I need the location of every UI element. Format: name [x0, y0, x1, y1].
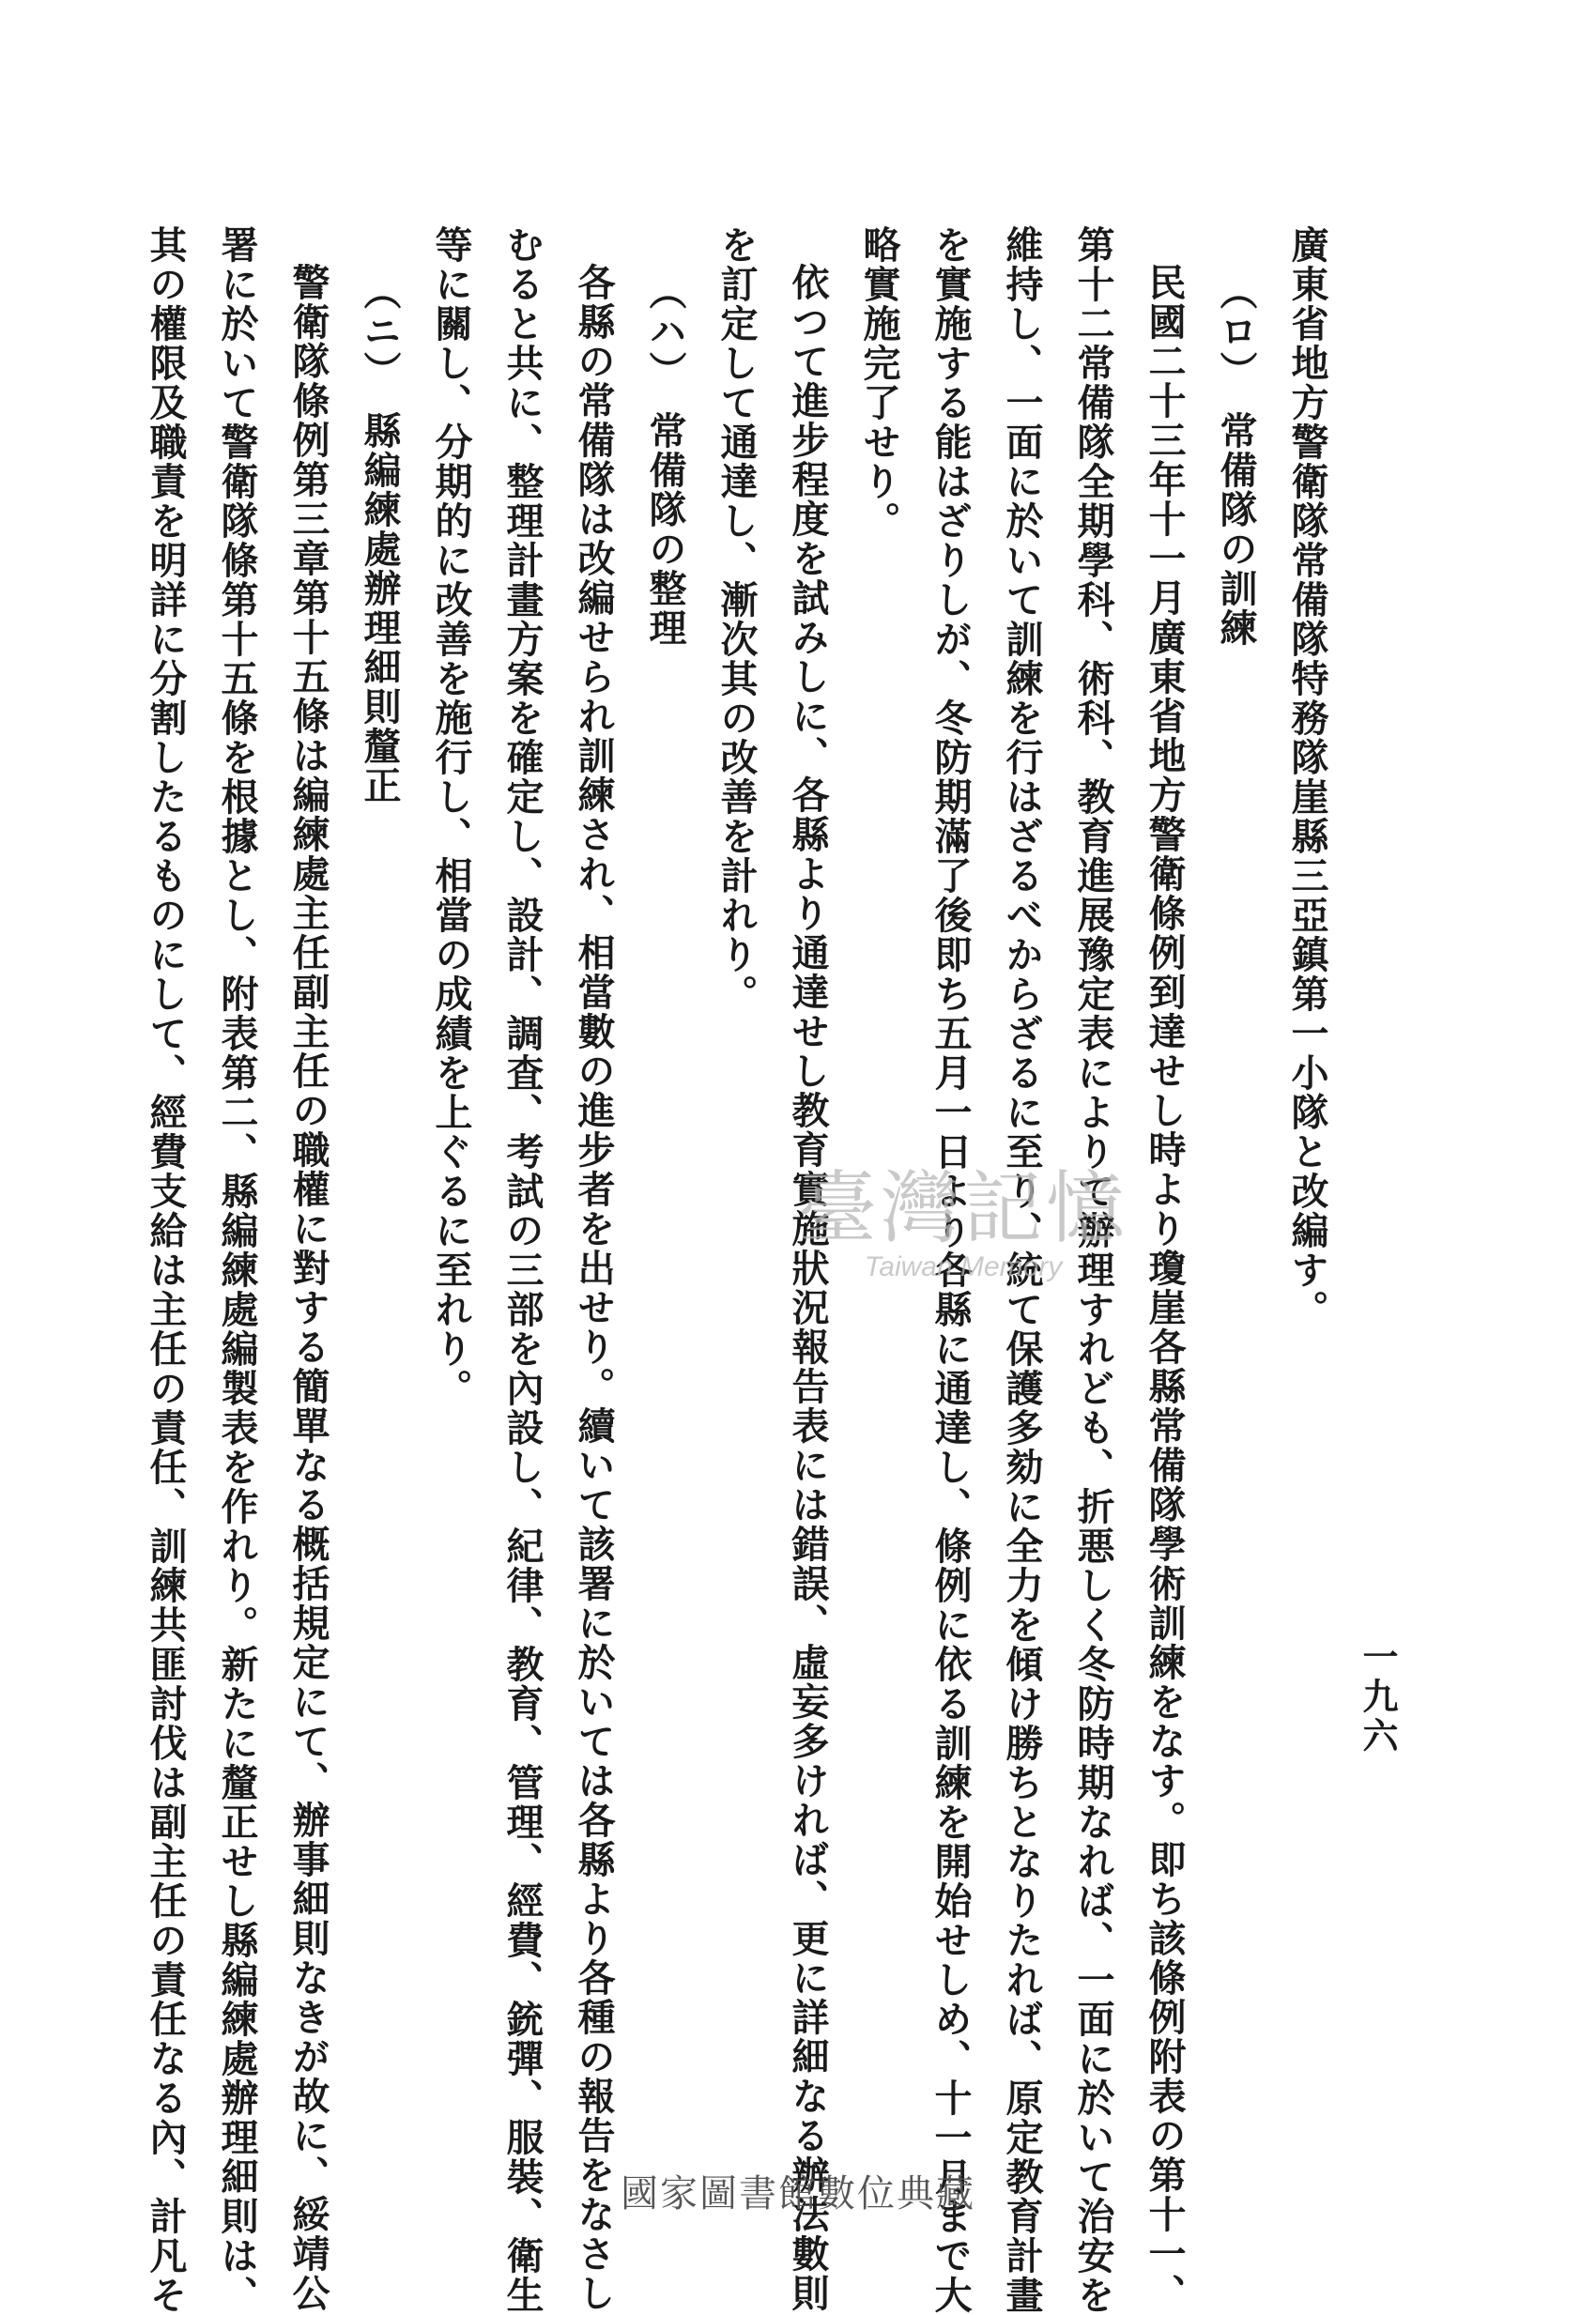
- text-column: 略實施完了せり。: [857, 225, 901, 541]
- text-column: 警衛隊條例第三章第十五條は編練處主任副主任の職權に對する簡單なる概括規定にて、辦事細則なきが故に、綏靖公: [286, 263, 330, 2313]
- watermark-sub-text: Taiwan Memory: [864, 1251, 1063, 1282]
- text-column: 民國二十三年十一月廣東省地方警衛條例到達せし時より瓊崖各縣常備隊學術訓練をなす。即ち該條例附表の第十一、: [1143, 263, 1187, 2313]
- section-heading-ha: （ハ） 常備隊の整理: [643, 272, 687, 648]
- text-column: 依つて進步程度を試みしに、各縣より通達せし教育實施狀況報告表には錯誤、虛妄多ければ、更に詳細なる辦法數則: [786, 263, 830, 2313]
- text-column: 第十二常備隊全期學科、術科、教育進展豫定表によりて辦理すれども、折悪しく冬防時期なれば、一面に於いて治安を: [1071, 225, 1115, 2315]
- section-heading-ro: （ロ） 常備隊の訓練: [1214, 272, 1258, 648]
- text-column: を實施する能はざりしが、冬防期滿了後即ち五月一日より各縣に通達し、條例に依る訓練を開始せしめ、十一月まで大: [928, 225, 973, 2315]
- text-column: を訂定して通達し、漸次其の改善を計れり。: [714, 225, 759, 1014]
- text-column: 維持し、一面に於いて訓練を行はざるべからざるに至り、統て保護多劾に全力を傾け勝ちとなりたれば、原定教育計畫: [1000, 225, 1044, 2315]
- text-column: 署に於いて警衛隊條第十五條を根據とし、附表第二、縣編練處編製表を作れり。新たに釐正せし縣編練處辦理細則は、: [215, 225, 259, 2315]
- text-column: 廣東省地方警衛隊常備隊特務隊崖縣三亞鎮第一小隊と改編す。: [1285, 225, 1329, 1329]
- watermark-main-text: 臺灣記憶: [798, 1162, 1129, 1254]
- footer-credit: 國家圖書館數位典藏: [621, 2172, 975, 2215]
- section-heading-ni: （ニ） 縣編練處辦理細則釐正: [358, 272, 402, 805]
- text-column: 等に關し、分期的に改善を施行し、相當の成績を上ぐるに至れり。: [429, 225, 473, 1408]
- page-number: 一九六: [1357, 1638, 1399, 1756]
- text-column: 各縣の常備隊は改編せられ訓練され、相當數の進步者を出せり。續いて該署に於いては各縣より各種の報告をなさし: [572, 263, 616, 2313]
- text-column: むると共に、整理計畫方案を確定し、設計、調査、考試の三部を內設し、紀律、教育、管理、經費、銃彈、服裝、衛生: [500, 225, 545, 2315]
- text-column: 其の權限及職責を明詳に分割したるものにして、經費支給は主任の責任、訓練共匪討伐は副主任の責任なる內、計凡そ: [144, 225, 188, 2315]
